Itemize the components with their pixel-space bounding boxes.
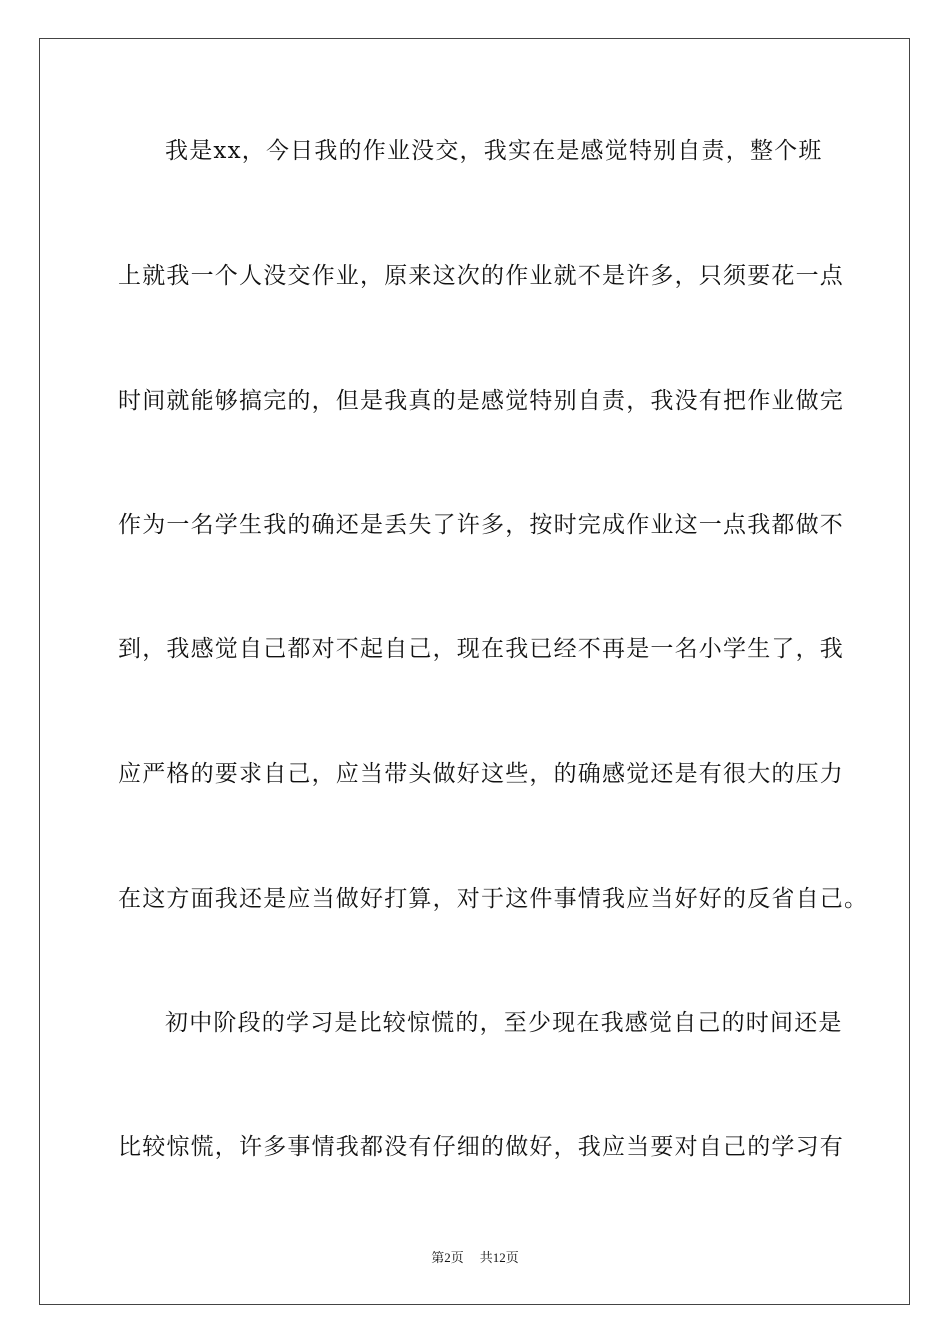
paragraph-line: 到，我感觉自己都对不起自己，现在我已经不再是一名小学生了，我 [118, 636, 844, 662]
paragraph-line: 我是xx，今日我的作业没交，我实在是感觉特别自责，整个班 [165, 138, 823, 164]
page-number: 第2页 [431, 1250, 464, 1265]
total-pages: 共12页 [479, 1250, 519, 1265]
paragraph-line: 上就我一个人没交作业，原来这次的作业就不是许多，只须要花一点 [118, 263, 844, 289]
paragraph-line: 比较惊慌，许多事情我都没有仔细的做好，我应当要对自己的学习有 [118, 1134, 844, 1160]
paragraph-line: 应严格的要求自己，应当带头做好这些，的确感觉还是有很大的压力 [118, 761, 844, 787]
paragraph-line: 时间就能够搞完的，但是我真的是感觉特别自责，我没有把作业做完 [118, 388, 844, 414]
paragraph-line: 初中阶段的学习是比较惊慌的，至少现在我感觉自己的时间还是 [165, 1010, 843, 1036]
page-border [39, 38, 910, 1305]
paragraph-line: 在这方面我还是应当做好打算，对于这件事情我应当好好的反省自己。 [118, 886, 869, 912]
paragraph-line: 作为一名学生我的确还是丢失了许多，按时完成作业这一点我都做不 [118, 512, 844, 538]
page-footer [0, 1247, 950, 1266]
